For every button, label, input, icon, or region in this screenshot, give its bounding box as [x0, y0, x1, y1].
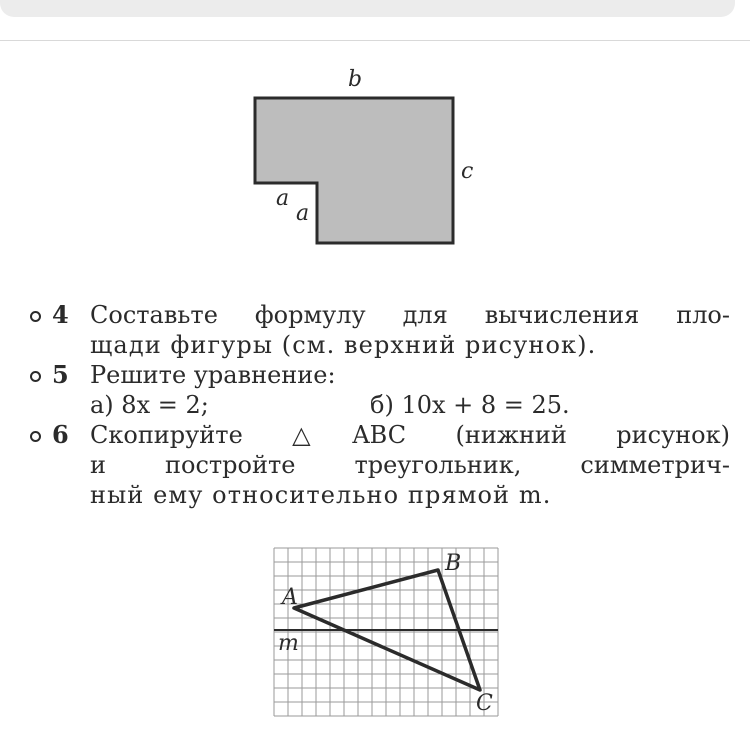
label-line-m: m	[278, 631, 299, 656]
task-5-option-a: а) 8x = 2;	[90, 391, 209, 419]
task-6-text-2: и постройте треугольник, симметрич-	[90, 451, 730, 479]
tasks-block	[30, 300, 730, 510]
task-5-line-2	[30, 390, 730, 420]
bullet-circle-icon	[30, 431, 41, 442]
task-5-line-1	[30, 360, 730, 390]
task-4-line-2	[30, 330, 730, 360]
search-bar[interactable]	[0, 0, 735, 17]
task-6-number: 6	[52, 420, 69, 449]
task-4-line-1	[30, 300, 730, 330]
label-a-top: a	[276, 186, 290, 211]
task-4-text-2: щади фигуры (см. верхний рисунок).	[90, 331, 597, 359]
top-bar	[0, 0, 750, 41]
task-6-text-3: ный ему относительно прямой m.	[90, 481, 552, 509]
l-shape-figure	[240, 60, 500, 260]
task-4-text-1: Составьте формулу для вычисления пло-	[90, 301, 730, 329]
l-shape-polygon	[255, 98, 453, 243]
label-a-side: a	[296, 201, 310, 226]
label-point-a: A	[282, 585, 298, 610]
label-c: c	[461, 159, 474, 184]
task-6-text-1: Скопируйте △ABC (нижний рисунок)	[90, 421, 730, 449]
label-point-b: B	[445, 551, 462, 576]
bullet-circle-icon	[30, 371, 41, 382]
bullet-circle-icon	[30, 311, 41, 322]
task-4-number: 4	[52, 300, 69, 329]
label-point-c: C	[476, 691, 493, 716]
task-5-option-b: б) 10x + 8 = 25.	[370, 391, 570, 419]
label-b: b	[348, 67, 363, 92]
triangle-grid-figure	[270, 540, 510, 720]
task-5-text-1: Решите уравнение:	[90, 361, 336, 389]
grid	[274, 548, 498, 716]
task-6-line-1	[30, 420, 730, 450]
task-6-line-3	[30, 480, 730, 510]
task-5-number: 5	[52, 360, 69, 389]
task-6-line-2	[30, 450, 730, 480]
